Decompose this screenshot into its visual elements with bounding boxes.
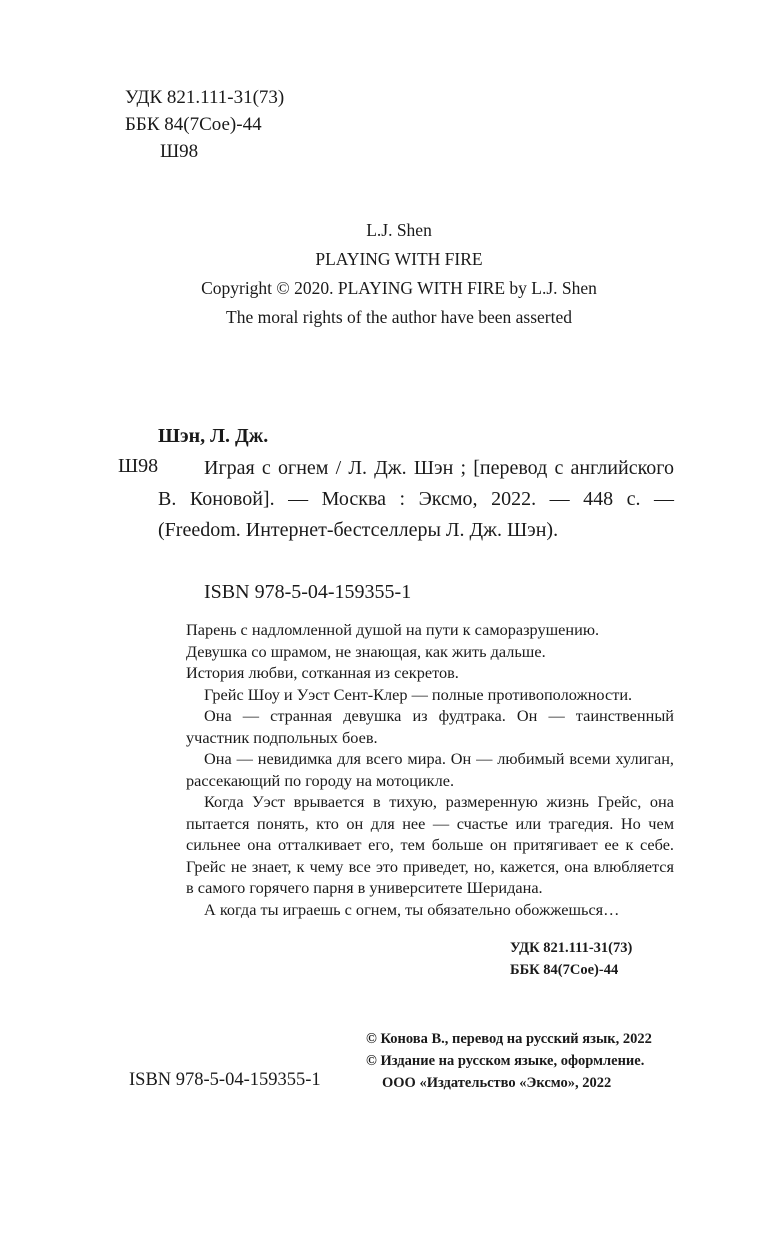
- author-heading: Шэн, Л. Дж.: [158, 425, 269, 447]
- bibliographic-description: Играя с огнем / Л. Дж. Шэн ; [перевод с английского В. Коновой]. — Москва : Эксмо, 2022. — 448 с. — (Freedom. Интернет-бестселлеры Л. Дж. Шэн).: [158, 457, 674, 541]
- bbk-code: ББК 84(7Сое)-44: [125, 114, 262, 135]
- annotation-paragraph: История любви, сотканная из секретов.: [186, 663, 459, 682]
- udk-code-small: УДК 821.111-31(73): [510, 940, 633, 956]
- annotation-paragraph: Парень с надломленной душой на пути к саморазрушению.: [186, 620, 600, 639]
- isbn-bottom: ISBN 978-5-04-159355-1: [129, 1070, 321, 1090]
- bbk-code-small: ББК 84(7Сое)-44: [510, 962, 619, 978]
- annotation-paragraph: Девушка со шрамом, не знающая, как жить дальше.: [186, 641, 546, 661]
- original-author: L.J. Shen: [366, 220, 432, 240]
- annotation: [186, 619, 674, 920]
- udk-code: УДК 821.111-31(73): [125, 87, 285, 108]
- publisher-copyright: [366, 1028, 652, 1094]
- edition-copyright-line-1: © Издание на русском языке, оформление.: [366, 1053, 645, 1069]
- annotation-paragraph: Она — странная девушка из фудтрака. Он — таинственный участник подпольных боев.: [186, 706, 674, 747]
- codes-right: [510, 937, 632, 981]
- annotation-paragraph: А когда ты играешь с огнем, ты обязательно обожжешься…: [204, 899, 620, 919]
- copyright-notice: Copyright © 2020. PLAYING WITH FIRE by L.J. Shen: [201, 278, 597, 298]
- original-title: PLAYING WITH FIRE: [315, 249, 483, 269]
- copyright-block: [0, 216, 768, 332]
- annotation-paragraph: Грейс Шоу и Уэст Сент-Клер — полные противоположности.: [204, 684, 633, 704]
- annotation-paragraph: Когда Уэст врывается в тихую, размеренную жизнь Грейс, она пытается понять, кто он для нее — счастье или трагедия. Но чем сильнее она отталкивает его, тем больше он притягивает ее к себе. Грейс не знает, к чему все это приведет, но, кажется, она влюбляется в самого горячего парня в университете Шеридана.: [186, 792, 674, 897]
- isbn-bib: ISBN 978-5-04-159355-1: [204, 581, 412, 603]
- author-mark-top: Ш98: [160, 141, 199, 162]
- author-mark-bib: Ш98: [118, 455, 159, 477]
- moral-rights-notice: The moral rights of the author have been asserted: [226, 307, 572, 327]
- annotation-paragraph: Она — невидимка для всего мира. Он — любимый всеми хулиган, рассекающий по городу на мотоцикле.: [186, 749, 674, 790]
- edition-copyright-line-2: ООО «Издательство «Эксмо», 2022: [382, 1075, 612, 1091]
- translation-copyright: © Конова В., перевод на русский язык, 2022: [366, 1031, 652, 1047]
